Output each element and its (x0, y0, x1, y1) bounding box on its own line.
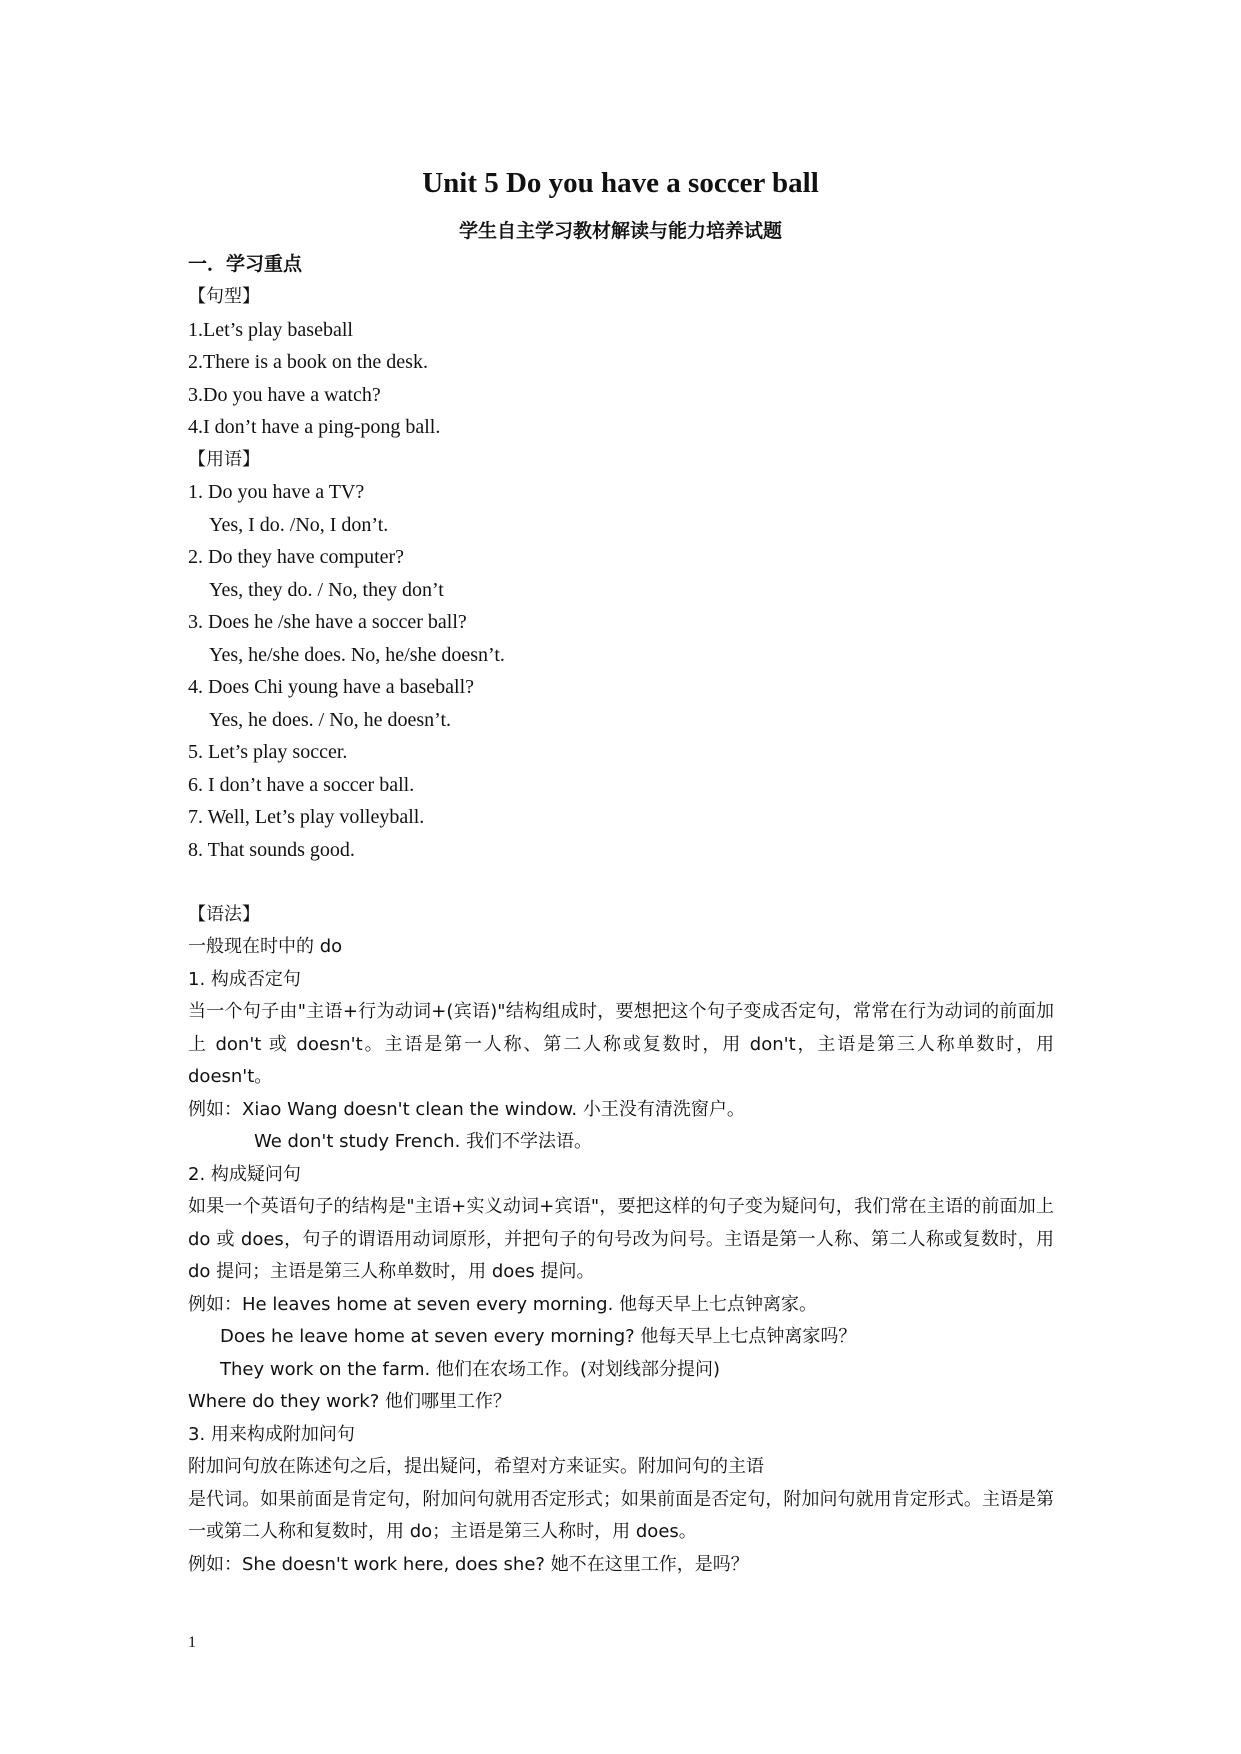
expression-question: 5. Let’s play soccer. (188, 741, 348, 763)
grammar-label: 【语法】 (188, 903, 260, 925)
grammar-example: We don't study French. 我们不学法语。 (254, 1131, 593, 1152)
expression-answer: Yes, I do. /No, I don’t. (209, 513, 389, 536)
sentence-pattern-item: 2.There is a book on the desk. (188, 351, 428, 373)
expression-answer: Yes, they do. / No, they don’t (209, 578, 444, 601)
expressions-label: 【用语】 (188, 448, 260, 470)
grammar-point-heading: 3. 用来构成附加问句 (188, 1423, 355, 1445)
grammar-example: 例如：She doesn't work here, does she? 她不在这里工作，是吗？ (188, 1553, 749, 1575)
grammar-point-heading: 2. 构成疑问句 (188, 1163, 301, 1185)
page-number: 1 (188, 1634, 196, 1651)
sentence-pattern-item: 4.I don’t have a ping-pong ball. (188, 416, 441, 438)
grammar-point-body: 附加问句放在陈述句之后，提出疑问，希望对方来证实。附加问句的主语 (188, 1456, 764, 1477)
sentence-pattern-item: 3.Do you have a watch? (188, 383, 381, 406)
expression-question: 1. Do you have a TV? (188, 481, 365, 503)
sentence-patterns-label: 【句型】 (188, 286, 260, 307)
document-subtitle: 学生自主学习教材解读与能力培养试题 (458, 220, 782, 242)
expression-answer: Yes, he does. / No, he doesn’t. (209, 708, 452, 731)
document-body (188, 281, 1058, 1581)
grammar-point-body: 如果一个英语句子的结构是"主语+实义动词+宾语"，要把这样的句子变为疑问句，我们常在主语的前面加上 do 或 does，句子的谓语用动词原形，并把句子的句号改为问号。主语是第一人称、第二人称或复数时，用 do 提问；主语是第三人称单数时，用 does 提问。 (188, 1196, 1054, 1282)
sentence-pattern-item: 1.Let’s play baseball (188, 318, 353, 341)
grammar-point-body: 是代词。如果前面是肯定句，附加问句就用否定形式；如果前面是否定句，附加问句就用肯定形式。主语是第一或第二人称和复数时，用 do；主语是第三人称时，用 does。 (188, 1488, 1054, 1542)
expression-question: 2. Do they have computer? (188, 546, 405, 568)
grammar-example: They work on the farm. 他们在农场工作。(对划线部分提问) (220, 1358, 721, 1380)
grammar-intro: 一般现在时中的 do (188, 936, 343, 957)
expression-question: 6. I don’t have a soccer ball. (188, 773, 415, 796)
expression-question: 8. That sounds good. (188, 838, 355, 861)
expression-question: 3. Does he /she have a soccer ball? (188, 611, 467, 633)
grammar-point-body: 当一个句子由"主语+行为动词+(宾语)"结构组成时，要想把这个句子变成否定句，常常在行为动词的前面加上 don't 或 doesn't。主语是第一人称、第二人称或复数时，用 don't，主语是第三人称单数时，用 doesn't。 (188, 1001, 1054, 1087)
grammar-example: Does he leave home at seven every morning? 他每天早上七点钟离家吗？ (220, 1326, 857, 1347)
grammar-example: 例如：Xiao Wang doesn't clean the window. 小王没有清洗窗户。 (188, 1098, 745, 1120)
expression-question: 7. Well, Let’s play volleyball. (188, 806, 425, 828)
grammar-example: 例如：He leaves home at seven every morning. 他每天早上七点钟离家。 (188, 1293, 818, 1315)
grammar-example: Where do they work? 他们哪里工作？ (188, 1391, 511, 1412)
grammar-point-heading: 1. 构成否定句 (188, 968, 301, 990)
document-title: Unit 5 Do you have a soccer ball (422, 167, 819, 199)
section-heading: 一．学习重点 (188, 253, 303, 275)
blank-line (188, 866, 1058, 899)
expression-answer: Yes, he/she does. No, he/she doesn’t. (209, 643, 505, 666)
expression-question: 4. Does Chi young have a baseball? (188, 676, 475, 698)
